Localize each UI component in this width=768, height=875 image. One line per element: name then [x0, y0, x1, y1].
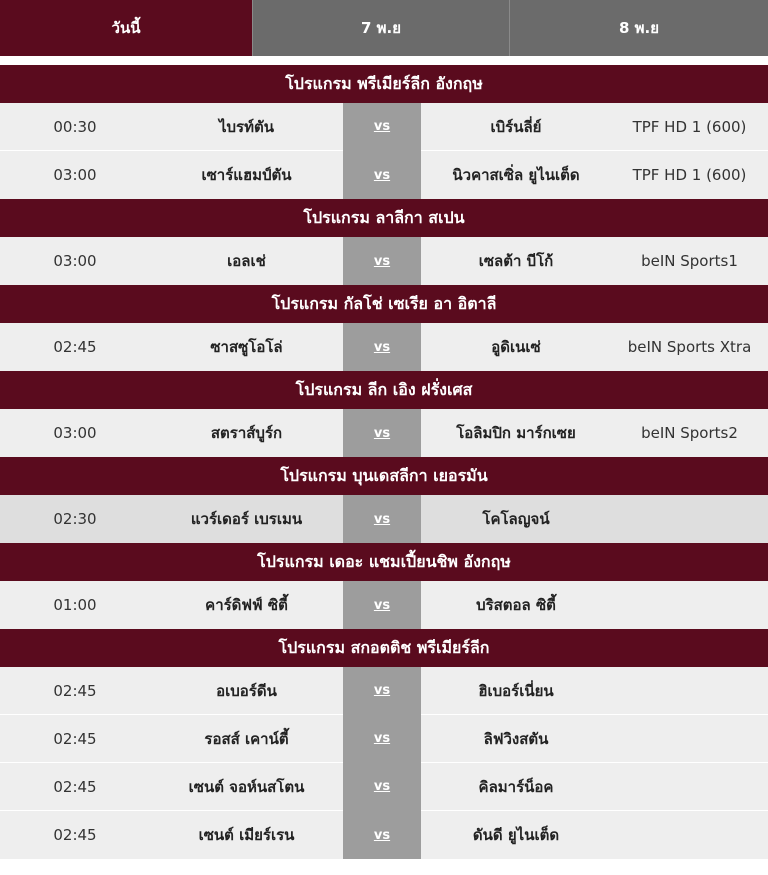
vs-link[interactable]: vs: [373, 119, 391, 134]
away-team: เซลต้า บีโก้: [478, 252, 554, 270]
kickoff-time: 03:00: [53, 252, 97, 270]
home-team: เซนต์ เมียร์เรน: [198, 826, 295, 844]
vs-link[interactable]: vs: [373, 511, 391, 527]
vs-cell: [343, 495, 421, 543]
vs-link[interactable]: vs: [373, 425, 391, 441]
kickoff-time: 00:30: [53, 117, 97, 136]
spacer: [0, 56, 768, 65]
league-section: [0, 543, 768, 629]
match-row: [0, 495, 768, 543]
league-section: [0, 371, 768, 457]
away-team: บริสตอล ซิตี้: [476, 596, 556, 614]
away-team: คิลมาร์น็อค: [478, 777, 554, 796]
vs-cell: [343, 581, 421, 629]
kickoff-time: 02:45: [53, 338, 97, 356]
vs-link[interactable]: vs: [373, 683, 391, 698]
match-row: [0, 581, 768, 629]
schedule: [0, 65, 768, 859]
match-row: [0, 715, 768, 763]
vs-link[interactable]: vs: [373, 339, 391, 355]
away-team: นิวคาสเซิ่ล ยูไนเต็ด: [452, 166, 580, 184]
away-team: โอลิมปิก มาร์กเซย: [456, 424, 576, 442]
match-row: [0, 811, 768, 859]
tv-channel: TPF HD 1 (600): [632, 117, 747, 136]
home-team: ไบรท์ตัน: [218, 117, 274, 136]
tv-channel: beIN Sports2: [641, 424, 738, 442]
kickoff-time: 02:30: [53, 510, 97, 528]
match-row: [0, 409, 768, 457]
league-title: โปรแกรม เดอะ แชมเปี้ยนชิพ อังกฤษ: [0, 543, 768, 581]
match-row: [0, 237, 768, 285]
away-team: อูดิเนเซ่: [491, 338, 541, 356]
vs-link[interactable]: vs: [373, 731, 391, 746]
vs-cell: [343, 323, 421, 371]
league-title: โปรแกรม กัลโช่ เซเรีย อา อิตาลี: [0, 285, 768, 323]
vs-cell: [343, 103, 421, 151]
tv-channel: TPF HD 1 (600): [632, 166, 747, 184]
home-team: ซาสซูโอโล่: [210, 338, 283, 356]
league-title: โปรแกรม พรีเมียร์ลีก อังกฤษ: [0, 65, 768, 103]
tv-channel: beIN Sports1: [641, 252, 738, 270]
match-row: [0, 103, 768, 151]
kickoff-time: 02:45: [53, 777, 97, 796]
kickoff-time: 03:00: [53, 166, 97, 184]
league-section: [0, 285, 768, 371]
vs-cell: [343, 237, 421, 285]
home-team: อเบอร์ดีน: [216, 681, 277, 700]
vs-cell: [343, 667, 421, 715]
kickoff-time: 03:00: [53, 424, 97, 442]
vs-cell: [343, 811, 421, 859]
vs-cell: [343, 409, 421, 457]
tab-8-nov[interactable]: 8 พ.ย: [509, 0, 768, 56]
kickoff-time: 01:00: [53, 596, 97, 614]
league-section: [0, 65, 768, 199]
kickoff-time: 02:45: [53, 729, 97, 748]
league-title: โปรแกรม ลาลีกา สเปน: [0, 199, 768, 237]
league-section: [0, 629, 768, 859]
vs-cell: [343, 763, 421, 811]
match-row: [0, 667, 768, 715]
league-title: โปรแกรม บุนเดสลีกา เยอรมัน: [0, 457, 768, 495]
away-team: ลิฟวิงสตัน: [483, 729, 549, 748]
match-row: [0, 151, 768, 199]
match-row: [0, 323, 768, 371]
league-section: [0, 199, 768, 285]
vs-link[interactable]: vs: [373, 779, 391, 794]
tab-7-nov[interactable]: 7 พ.ย: [252, 0, 509, 56]
tv-channel: beIN Sports Xtra: [627, 338, 752, 356]
away-team: ดันดี ยูไนเต็ด: [472, 826, 560, 844]
kickoff-time: 02:45: [53, 681, 97, 700]
vs-link[interactable]: vs: [373, 167, 391, 183]
league-title: โปรแกรม ลีก เอิง ฝรั่งเศส: [0, 371, 768, 409]
home-team: คาร์ดิฟฟ์ ซิตี้: [205, 596, 288, 614]
home-team: แวร์เดอร์ เบรเมน: [190, 510, 303, 528]
home-team: รอสส์ เคาน์ตี้: [204, 729, 289, 748]
home-team: เอลเช่: [227, 252, 266, 270]
away-team: เบิร์นลี่ย์: [490, 117, 542, 136]
vs-cell: [343, 151, 421, 199]
vs-link[interactable]: vs: [373, 253, 391, 269]
away-team: โคโลญจน์: [482, 510, 550, 528]
home-team: สตราส์บูร์ก: [210, 424, 283, 442]
match-row: [0, 763, 768, 811]
league-section: [0, 457, 768, 543]
vs-cell: [343, 715, 421, 763]
kickoff-time: 02:45: [53, 826, 97, 844]
vs-link[interactable]: vs: [373, 597, 391, 613]
away-team: ฮิเบอร์เนี่ยน: [478, 681, 554, 700]
vs-link[interactable]: vs: [373, 827, 391, 843]
date-tabs: [0, 0, 768, 56]
home-team: เซนต์ จอห์นสโตน: [188, 777, 305, 796]
tab-today[interactable]: วันนี้: [0, 0, 252, 56]
home-team: เซาร์แฮมป์ตัน: [201, 166, 292, 184]
league-title: โปรแกรม สกอตติช พรีเมียร์ลีก: [0, 629, 768, 667]
